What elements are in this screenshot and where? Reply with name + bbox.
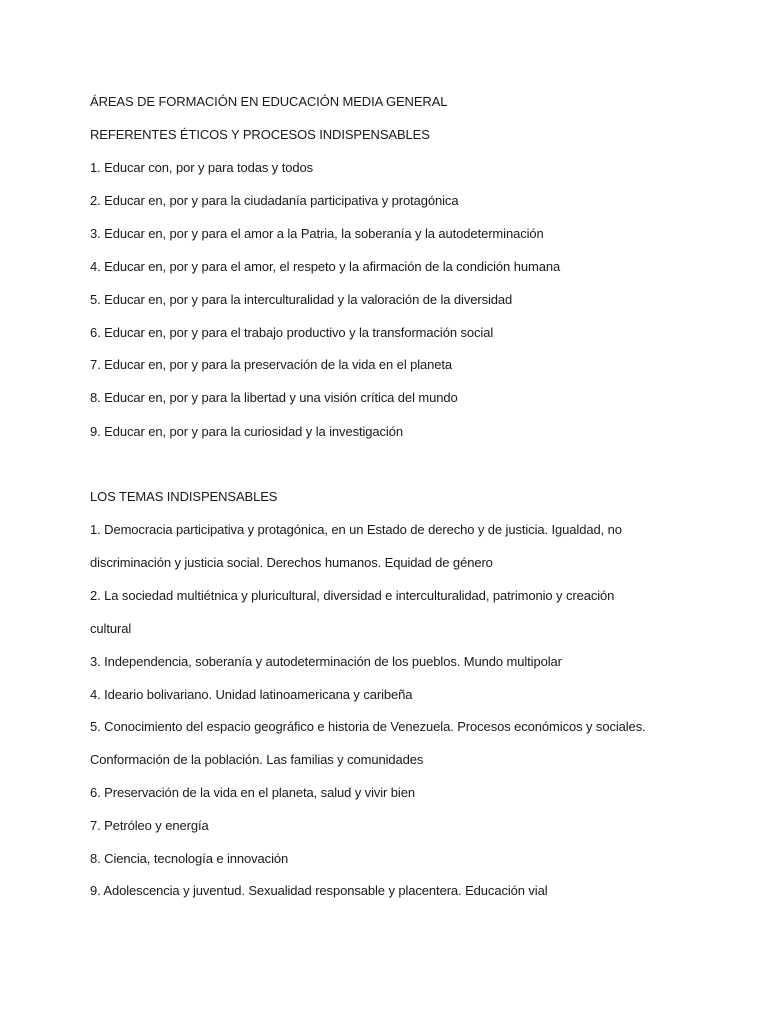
- list-item: 2. La sociedad multiétnica y pluricultural, diversidad e interculturalidad, patrimonio y creación: [90, 588, 615, 603]
- list-item: 8. Educar en, por y para la libertad y una visión crítica del mundo: [90, 390, 458, 405]
- document-title: ÁREAS DE FORMACIÓN EN EDUCACIÓN MEDIA GENERAL: [90, 94, 448, 109]
- list-item: 7. Petróleo y energía: [90, 818, 209, 833]
- list-item-continuation: Conformación de la población. Las familias y comunidades: [90, 752, 424, 767]
- list-item: 8. Ciencia, tecnología e innovación: [90, 851, 289, 866]
- list-item: 9. Educar en, por y para la curiosidad y la investigación: [90, 424, 403, 439]
- list-item-continuation: discriminación y justicia social. Derechos humanos. Equidad de género: [90, 555, 493, 570]
- list-item: 6. Educar en, por y para el trabajo productivo y la transformación social: [90, 325, 494, 340]
- list-item: 5. Educar en, por y para la interculturalidad y la valoración de la diversidad: [90, 292, 513, 307]
- list-item: 1. Educar con, por y para todas y todos: [90, 160, 314, 175]
- list-item-continuation: cultural: [90, 621, 132, 636]
- list-item: 3. Independencia, soberanía y autodeterminación de los pueblos. Mundo multipolar: [90, 654, 562, 669]
- list-item: 7. Educar en, por y para la preservación de la vida en el planeta: [90, 357, 453, 372]
- list-item: 4. Educar en, por y para el amor, el respeto y la afirmación de la condición humana: [90, 259, 561, 274]
- list-item: 5. Conocimiento del espacio geográfico e historia de Venezuela. Procesos económicos y sociales.: [90, 719, 646, 734]
- list-item: 2. Educar en, por y para la ciudadanía participativa y protagónica: [90, 193, 459, 208]
- list-item: 6. Preservación de la vida en el planeta, salud y vivir bien: [90, 785, 415, 800]
- section-heading-temas: LOS TEMAS INDISPENSABLES: [90, 489, 278, 504]
- list-item: 4. Ideario bolivariano. Unidad latinoamericana y caribeña: [90, 687, 413, 702]
- list-item: 3. Educar en, por y para el amor a la Patria, la soberanía y la autodeterminación: [90, 226, 544, 241]
- list-item: 1. Democracia participativa y protagónica, en un Estado de derecho y de justicia. Igualdad, no: [90, 522, 622, 537]
- section-heading-referentes: REFERENTES ÉTICOS Y PROCESOS INDISPENSABLES: [90, 127, 430, 142]
- list-item: 9. Adolescencia y juventud. Sexualidad responsable y placentera. Educación vial: [90, 883, 548, 898]
